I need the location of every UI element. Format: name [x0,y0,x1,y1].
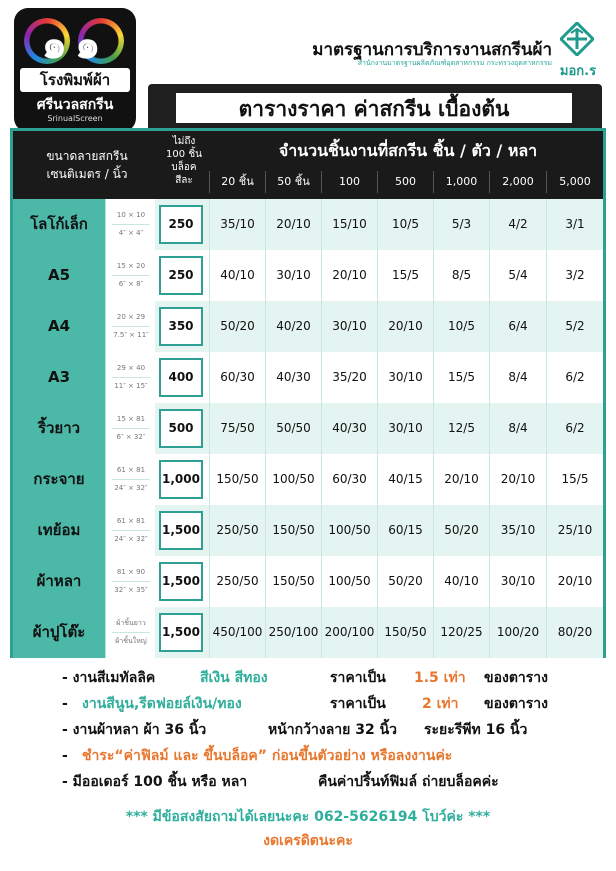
row-price-cell: 40/30 [321,403,377,454]
note-raised-price-label: ราคาเป็น [330,696,386,712]
note-raised-multiplier: 2 เท่า [422,696,459,712]
row-size-name: ผ้าปูโต๊ะ [13,607,105,658]
note-refund-benefit: คืนค่าปริ้นท์ฟิมล์ ถ่ายบล็อคค่ะ [318,774,499,790]
row-dimensions [105,250,155,301]
table-row [13,199,603,250]
row-price-cell: 30/10 [489,556,546,607]
row-price-cell: 100/50 [265,454,321,505]
row-price-cell: 6/2 [546,403,603,454]
row-price-cell: 20/10 [489,454,546,505]
row-price-cell: 12/5 [433,403,489,454]
row-dimension-cm: 61 × 81 [116,517,146,525]
row-price-cell: 100/50 [321,556,377,607]
row-dimension-inch: 6″ × 8″ [118,280,144,288]
dimension-divider [112,632,150,633]
qty-header-100: 100 [321,171,377,193]
row-price-cell: 100/20 [489,607,546,658]
table-row [13,505,603,556]
note-yardage [62,718,602,742]
row-price-cell: 60/30 [209,352,265,403]
row-price-cell: 60/30 [321,454,377,505]
row-max-price: 1,500 [159,511,203,550]
row-size-name: A3 [13,352,105,403]
row-max-price: 400 [159,358,203,397]
table-row [13,250,603,301]
note-refund [62,770,602,794]
dimension-divider [112,581,150,582]
note-metallic-colors: สีเงิน สีทอง [200,670,268,686]
row-price-cell: 20/10 [433,454,489,505]
row-price-cell: 40/30 [265,352,321,403]
standard-subtitle: สำนักงานมาตรฐานผลิตภัณฑ์อุตสาหกรรม กระทรวงอุตสาหกรรม [357,59,552,67]
row-dimension-inch: 6″ × 32″ [116,433,146,441]
table-row [13,607,603,658]
row-size-name: ผ้าหลา [13,556,105,607]
row-price-cell: 30/10 [377,352,433,403]
table-row [13,403,603,454]
size-header [17,147,157,183]
price-banner [148,84,602,132]
row-dimension-inch: 24″ × 32″ [114,535,148,543]
qty-header-2000: 2,000 [489,171,546,193]
qty-header-5000: 5,000 [546,171,603,193]
row-price-cell: 450/100 [209,607,265,658]
qty-header-50: 50 ชิ้น [265,171,321,193]
qty-header-20: 20 ชิ้น [209,171,265,193]
standard-title: มาตรฐานการบริการงานสกรีนผ้า [312,40,552,60]
row-price-cell: 250/100 [265,607,321,658]
logo-digits: ๑๑ [41,21,109,68]
dimension-divider [112,224,150,225]
row-dimensions [105,301,155,352]
row-price-cell: 150/50 [209,454,265,505]
row-size-name: เทย้อม [13,505,105,556]
row-price-cell: 5/3 [433,199,489,250]
max-header-line3: บล็อค [171,162,197,173]
row-price-cell: 4/2 [489,199,546,250]
row-price-cell: 15/5 [546,454,603,505]
row-price-cell: 20/10 [265,199,321,250]
table-row [13,301,603,352]
row-price-cell: 150/50 [377,607,433,658]
row-price-cell: 6/4 [489,301,546,352]
row-price-cell: 8/4 [489,403,546,454]
row-price-cell: 200/100 [321,607,377,658]
row-max-price: 1,500 [159,562,203,601]
row-price-cell: 100/50 [321,505,377,556]
no-credit-line: งดเครดิตนะคะ [263,833,353,849]
row-dimensions [105,403,155,454]
note-payment [62,744,602,768]
row-dimensions [105,556,155,607]
dimension-divider [112,377,150,378]
row-price-cell: 5/2 [546,301,603,352]
row-max-price: 1,000 [159,460,203,499]
row-dimension-cm: 61 × 81 [116,466,146,474]
row-max-price: 1,500 [159,613,203,652]
row-max-price: 350 [159,307,203,346]
dimension-divider [112,530,150,531]
row-price-cell: 10/5 [377,199,433,250]
row-size-name: A5 [13,250,105,301]
row-price-cell: 50/20 [433,505,489,556]
contact-line: *** มีข้อสงสัยถามได้เลยนะคะ 062-5626194 โบว์ค่ะ *** [125,809,491,825]
banner-title: ตารางราคา ค่าสกรีน เบื้องต้น [174,91,574,125]
logo-name-line3: SrinualScreen [47,114,103,123]
note-yardage-width: - งานผ้าหลา ผ้า 36 นิ้ว [62,722,207,738]
row-dimension-inch: 7.5″ × 11″ [113,331,149,339]
dimension-divider [112,326,150,327]
tis-standard-icon [560,22,594,56]
row-size-name: กระจาย [13,454,105,505]
note-metallic-multiplier: 1.5 เท่า [414,670,466,686]
row-max-price: 250 [159,205,203,244]
note-raised-dash: - [62,696,68,712]
note-refund-condition: - มีออเดอร์ 100 ชิ้น หรือ หลา [62,774,248,790]
table-row [13,352,603,403]
row-size-name: ริ้วยาว [13,403,105,454]
quantity-title: จำนวนชิ้นงานที่สกรีน ชิ้น / ตัว / หลา [278,141,538,160]
row-price-cell: 5/4 [489,250,546,301]
row-price-cell: 15/5 [433,352,489,403]
max-header-line1: ไม่ถึง [172,136,196,147]
tis-label: มอก.ร [559,64,597,79]
row-price-cell: 15/10 [321,199,377,250]
row-dimension-inch: 4″ × 4″ [118,229,144,237]
row-dimensions [105,607,155,658]
row-price-cell: 40/20 [265,301,321,352]
row-price-cell: 50/20 [377,556,433,607]
size-header-line2: เซนติเมตร / นิ้ว [46,167,128,181]
row-price-cell: 20/10 [321,250,377,301]
row-price-cell: 50/20 [209,301,265,352]
row-price-cell: 150/50 [265,505,321,556]
row-price-cell: 15/5 [377,250,433,301]
max-header-line2: 100 ชิ้น [166,149,202,160]
row-price-cell: 8/4 [489,352,546,403]
row-dimension-cm: 20 × 29 [116,313,146,321]
row-price-cell: 20/10 [546,556,603,607]
dimension-divider [112,275,150,276]
logo-name-line1: โรงพิมพ์ผ้า [20,68,130,92]
row-dimension-cm: ผ้าชิ้นยาว [116,619,146,627]
row-size-name: A4 [13,301,105,352]
row-dimension-inch: 24″ × 32″ [114,484,148,492]
row-price-cell: 25/10 [546,505,603,556]
qty-header-500: 500 [377,171,433,193]
row-price-cell: 40/15 [377,454,433,505]
note-metallic-price-label: ราคาเป็น [330,670,386,686]
row-dimension-cm: 15 × 20 [116,262,146,270]
row-size-name: โลโก้เล็ก [13,199,105,250]
row-max-price: 250 [159,256,203,295]
size-header-line1: ขนาดลายสกรีน [46,149,128,163]
row-price-cell: 75/50 [209,403,265,454]
row-dimension-cm: 29 × 40 [116,364,146,372]
price-table [10,128,606,658]
note-raised-suffix: ของตาราง [484,696,548,712]
note-payment-text: ชำระ“ค่าฟิลม์ และ ขึ้นบล็อค” ก่อนขึ้นตัวอย่าง หรือลงงานค่ะ [82,748,453,764]
row-dimension-inch: ผ้าชิ้นใหญ่ [115,637,147,645]
qty-header-1000: 1,000 [433,171,489,193]
note-metallic-label: - งานสีเมทัลลิค [62,670,156,686]
note-raised [62,692,602,716]
row-dimension-inch: 32″ × 35″ [114,586,148,594]
dimension-divider [112,428,150,429]
row-max-price: 500 [159,409,203,448]
row-dimensions [105,199,155,250]
note-payment-dash: - [62,748,68,764]
row-price-cell: 35/10 [209,199,265,250]
row-price-cell: 120/25 [433,607,489,658]
row-price-cell: 150/50 [265,556,321,607]
row-dimension-cm: 81 × 90 [116,568,146,576]
dimension-divider [112,479,150,480]
note-metallic [62,666,602,690]
row-dimensions [105,352,155,403]
row-price-cell: 40/10 [433,556,489,607]
row-price-cell: 35/20 [321,352,377,403]
row-price-cell: 30/10 [377,403,433,454]
note-yardage-pattern: หน้ากว้างลาย 32 นิ้ว [268,722,398,738]
table-row [13,556,603,607]
row-price-cell: 3/1 [546,199,603,250]
row-price-cell: 35/10 [489,505,546,556]
row-price-cell: 30/10 [321,301,377,352]
row-price-cell: 250/50 [209,556,265,607]
row-price-cell: 3/2 [546,250,603,301]
table-header [13,131,603,199]
row-dimension-inch: 11″ × 15″ [114,382,148,390]
row-price-cell: 10/5 [433,301,489,352]
table-row [13,454,603,505]
row-price-cell: 20/10 [377,301,433,352]
row-price-cell: 80/20 [546,607,603,658]
row-price-cell: 60/15 [377,505,433,556]
note-raised-label: งานสีนูน,รีดฟอยล์เงิน/ทอง [82,696,242,712]
logo-name-line2: ศรีนวลสกรีน [36,97,114,113]
max-header [163,135,205,187]
row-price-cell: 250/50 [209,505,265,556]
row-dimensions [105,505,155,556]
note-metallic-suffix: ของตาราง [484,670,548,686]
max-header-line4: สีละ [175,175,193,186]
row-price-cell: 8/5 [433,250,489,301]
row-price-cell: 50/50 [265,403,321,454]
row-dimension-cm: 10 × 10 [116,211,146,219]
row-dimension-cm: 15 × 81 [116,415,146,423]
row-price-cell: 40/10 [209,250,265,301]
row-price-cell: 30/10 [265,250,321,301]
row-price-cell: 6/2 [546,352,603,403]
shop-logo [14,8,136,132]
note-yardage-repeat: ระยะรีพีท 16 นิ้ว [424,722,528,738]
row-dimensions [105,454,155,505]
